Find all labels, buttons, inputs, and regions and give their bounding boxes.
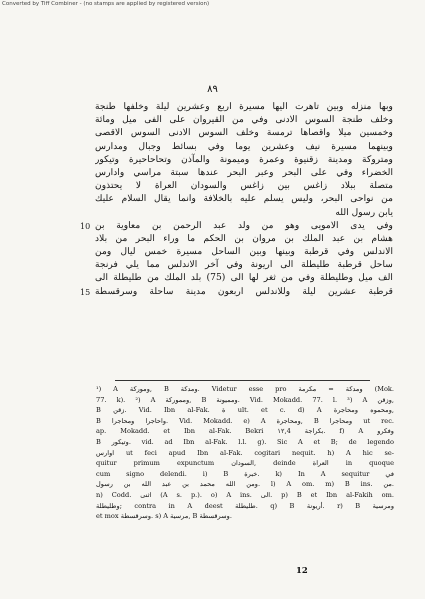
footnote-rule bbox=[115, 380, 370, 381]
text-line: ساحل قرطبة طليطلة الى اريونة وفي آخر الاندلس مما يلي فرنجة bbox=[95, 259, 393, 271]
footnote-line: ¹) A وموركة, B ومدكة. Videtur esse pro ومدكة = مكرمة (Mok. bbox=[96, 385, 394, 393]
text-line: وخلف طنجة السوس الادنى وفي من القيروان على الفى ميل ومائة bbox=[95, 114, 393, 126]
text-line: الاندلس وفي قرطبة وبينها وبين الساحل مسيرة خمس ليال ومن bbox=[95, 246, 393, 258]
text-line: من نواحى البحر، وليس يسلم عليه بالخلافة وانما يقال السلام عليك bbox=[95, 193, 393, 205]
text-line: قرطبة عشرين ليلة وللاندلس اربعون مدينة ساحلة وسرقسطة bbox=[95, 285, 393, 297]
converter-banner: Converted by Tiff Combiner - (no stamps are applied by registered version) bbox=[2, 1, 210, 7]
footnote-line: n) Codd. اثنى (A s. p.). o) A ins. الى. p) B et Ibn al-Fakih om. bbox=[96, 490, 394, 499]
line-number-10: 10 bbox=[80, 222, 91, 231]
text-line: ومتروكة ومدينة زقنيوة وعمرة وميمونة والمآذن وتحاحاحيرة وتيكور bbox=[95, 153, 393, 165]
text-line: يابن رسول الله bbox=[335, 206, 393, 218]
text-line: الخضراء وفي على البحر وعبر البحر عندها سبتة مراسي وادارس bbox=[95, 166, 393, 178]
footnote-line: اوارس ut feci apud Ibn al-Fak. cogitari nequit. h) A hic se- bbox=[96, 448, 394, 457]
text-line: هشام بن عبد الملك بن مروان بن الحكم ما وراء البحر من بلاد bbox=[95, 232, 393, 244]
footnote-line: et mox وسرقسطة. s) A مرسية, B وسرقسطة. bbox=[96, 512, 232, 521]
footnote-line: B زقن. Vid. Ibn al-Fak. ة ult. et c. d) A ومحموه ومحاجرة, bbox=[96, 406, 394, 415]
text-line: وخمسين ميلا واقصاها ترمسة وخلف السوس الادنى السوس الاقصى bbox=[95, 127, 393, 139]
footnote-line: وطليطلة; contra in A deest طليطلة. q) B أريونة. r) B ومرسية bbox=[96, 501, 394, 510]
footnote-line: ap. Mokadd. et Ibn al-Fak. Bekri ١٢,4 بكراجة. f) A وفكرو bbox=[96, 427, 394, 436]
text-line: وبها منزله وبين تاهرت اليها مسيرة اربع وعشرين ليلة وخلفها طنجة bbox=[95, 101, 393, 112]
text-line: وفي يدى الامويى وهو من ولد عبد الرحمن بن معاوية بن bbox=[95, 219, 393, 231]
footnotes bbox=[96, 384, 394, 522]
text-line: وبينهما مسيرة نيف وعشرين يوما وفي بسائط وجبال ومدارس bbox=[95, 140, 393, 152]
footnote-line: cum signo delendi. i) B خبرة. k) In A sequitur في bbox=[96, 469, 394, 478]
footnote-line: B وتيكور. vid. ad Ibn al-Fak. l.l. g). Sic A et B; de legendo bbox=[96, 437, 394, 446]
page-number: ٨٩ bbox=[207, 84, 218, 95]
footnote-line: 77. k). ²) A ومموركة, B ومميونة. Vid. Mokadd. 77. l. ³) A وزقن, bbox=[96, 395, 394, 404]
footnote-line: quitur primum expunctum السودان, deinde العراة in quoque bbox=[96, 459, 394, 468]
footnote-line: ومن الله محمد بن عبد الله بن رسول. l) A om. m) B ins. من. bbox=[96, 480, 394, 489]
text-line: متصلة ببلاد زاغس بين زاغس والسودان العراة لا يحتذون bbox=[95, 180, 393, 192]
footnote-line: B واحاجرا ومحاجرا. Vid. Mokadd. e) A ومحاجرة, B ومحاجرا ut rec. bbox=[96, 416, 394, 425]
text-line: الف ميل وطليطلة وفي من ثغر لها الى (75) بلد الملك من طليطلة الى bbox=[95, 272, 393, 284]
line-number-15: 15 bbox=[80, 288, 91, 297]
printer-signature: 12 bbox=[296, 566, 308, 576]
main-text bbox=[95, 100, 393, 298]
